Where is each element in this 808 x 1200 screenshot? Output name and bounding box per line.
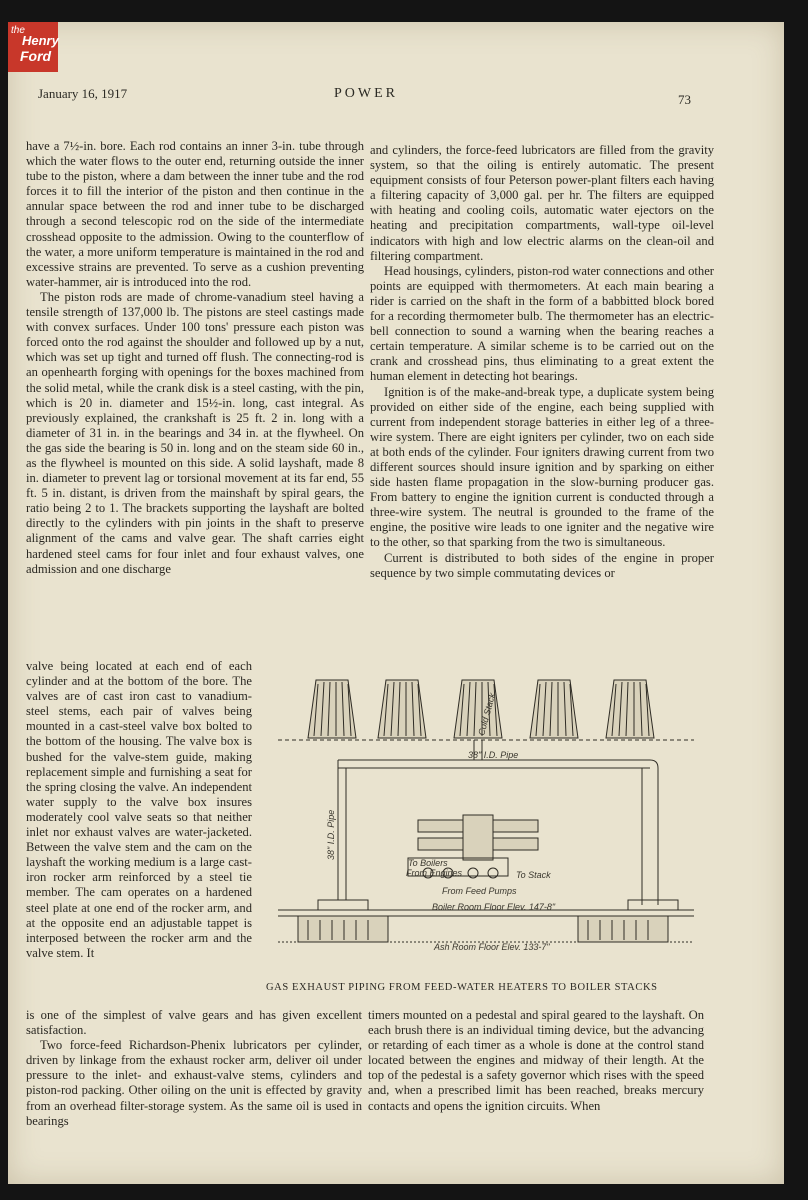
paragraph: Ignition is of the make-and-break type, a duplicate system being provided on either side of the engine, each being supplied with current from independent storage batteries in either leg of a three-wire system. There are eight igniters per cylinder, two on each side at both ends of the cylinder. Four igniters drawing current from two different sources should insure ignition and by sparking on either side hasten flame propagation in the slow-burning producer gas. From battery to engine the ignition current is conducted through a three-wire system. The neutral is grounded to the frame of the engine, the positive wire leads to one igniter and the negative wire to the other, so that sparking from the two is simultaneous.: [370, 384, 714, 550]
paragraph: Head housings, cylinders, piston-rod water connections and other points are equipped with thermometers. At each main bearing a rider is carried on the shaft in the form of a babbitted block bored for a recording thermometer bulb. The thermometer has an electric-bell connection to sound a warning when the bearing reaches a certain temperature. A similar scheme is to be carried out on the crank and crosshead pins, thus eliminating to a great extent the human element in detecting hot bearings.: [370, 263, 714, 384]
paragraph: timers mounted on a pedestal and spiral geared to the layshaft. On each brush there is an individual timing device, but the advancing or retarding of each timer as a whole is done at the control stand located between the engines and midway of their length. At the top of the pedestal is a safety governor which rises with the speed and, when a prescribed limit has been reached, breaks mercury contacts and opens the ignition circuits. When: [368, 1008, 704, 1113]
paragraph: Current is distributed to both sides of the engine in proper sequence by two simple commutating devices or: [370, 550, 714, 580]
document-page: [8, 22, 784, 1184]
right-column-top: [370, 143, 714, 665]
page-number: 73: [678, 92, 691, 107]
label-to-boilers: To Boilers: [408, 858, 448, 868]
top-pipe: [338, 760, 650, 768]
paragraph: is one of the simplest of valve gears and has given excellent satisfaction.: [26, 1008, 362, 1038]
label-to-stack: To Stack: [516, 870, 551, 880]
label-boiler-floor: Boiler Room Floor Elev. 147-8": [432, 902, 556, 912]
right-column-bottom: [368, 1008, 704, 1130]
stack: [530, 680, 578, 738]
paragraph: have a 7½-in. bore. Each rod contains an inner 3-in. tube through which the water flows to the outer end, returning outside the inner tube to the piston, where a dam between the inner tube and the rod forces it to fill the interior of the piston and then continue in the annular space between the rod and inner tube to be discharged through a second telescopic rod on the side of the intermediate crosshead opposite to the admission. Owing to the counterflow of the water, a more uniform temperature is maintained in the rod and excessive strains are prevented. To serve as a cushion preventing water-hammer, air is introduced into the rod.: [26, 139, 364, 289]
piping-diagram: [258, 670, 704, 970]
header-title: POWER: [334, 86, 398, 101]
paragraph: valve being located at each end of each cylinder and at the bottom of the bore. The valves are of cast iron cast to vanadium-steel stems, each pair of valves being mounted in a cast-steel valve box bolted to the bottom of the housing. The valve box is bushed for the valve-stem guide, making replacement simple and furnishing a seat for the spring closing the valve. An independent water supply to the valve box insures moderately cool valve seats so that neither inlet nor exhaust valves are water-jacketed. Between the valve stem and the cam on the layshaft the working medium is a large cast-iron rocker arm reinforced by a steel tie member. The cam operates on a hardened steel plate at one end of the rocker arm, and at the opposite end an adjustable tappet is interposed between the rocker arm and the valve stem. It: [26, 659, 252, 960]
stack: [606, 680, 654, 738]
header-date: January 16, 1917: [38, 86, 128, 101]
label-pipe-top: 38" I.D. Pipe: [468, 750, 519, 760]
piping-figure: [258, 670, 704, 970]
figure-caption: GAS EXHAUST PIPING FROM FEED-WATER HEATERS TO BOILER STACKS: [266, 982, 658, 993]
left-column-narrow: [26, 659, 252, 1007]
label-from-feed-pumps: From Feed Pumps: [442, 886, 517, 896]
label-from-engines: From Engines: [406, 868, 463, 878]
left-column-bottom: [26, 1008, 362, 1130]
logo-henry: Henry: [22, 33, 59, 48]
label-cold-stack: Cold Stack: [476, 691, 498, 737]
left-column-top: [26, 139, 364, 659]
paragraph: Two force-feed Richardson-Phenix lubricators per cylinder, driven by linkage from the exhaust rocker arm, deliver oil under pressure to the inlet- and exhaust-valve stems, cylinders and piston-rod packing. Other oiling on the unit is effected by gravity from an overhead filter-storage system. As the same oil is used in bearings: [26, 1038, 362, 1128]
paragraph: and cylinders, the force-feed lubricators are filled from the gravity system, so that the oiling is entirely automatic. The present equipment consists of four Peterson power-plant filters each having a filtering capacity of 3,000 gal. per hr. The filters are equipped with heating and cooling coils, automatic water ejectors on the heating and precipitation compartments, wall-type oil-level indicators with high and low electric alarms on the clean-oil and filtering compartment.: [370, 143, 714, 263]
paragraph: The piston rods are made of chrome-vanadium steel having a tensile strength of 137,000 lb. The pistons are steel castings made with convex surfaces. Under 100 tons' pressure each piston was forced onto the rod against the shoulder and followed up by a nut, which was set up tight and turned off flush. The connecting-rod is an openhearth forging with openings for the boxes machined from the solid metal, while the crank disk is a steel casting, with the pin, which is 20 in. diameter and 15½-in. long, cast integral. As previously explained, the crankshaft is 25 ft. 2 in. long with a diameter of 31 in. in the bearings and 34 in. at the flywheel. On the gas side the bearing is 50 in. long and on the steam side 60 in., as the flywheel is mounted on this side. A solid layshaft, made 8 in. diameter to prevent lag or torsional movement at its far end, 55 ft. 5 in. distant, is driven from the mainshaft by spiral gears, the ratio being 2 to 1. The brackets supporting the layshaft are bolted directly to the cylinders with pin joints in the shaft to preserve alignment of the cams and valve gear. The shaft carries eight hardened steel cams for four inlet and four exhaust valves, one admission and one discharge: [26, 289, 364, 576]
stack: [308, 680, 356, 738]
logo-ford: Ford: [20, 48, 52, 64]
logo-the: the: [11, 25, 25, 36]
left-pipe: [338, 760, 346, 900]
henry-ford-logo: [8, 22, 58, 72]
label-pipe-side: 38" I.D. Pipe: [326, 809, 336, 860]
label-ash-floor: Ash Room Floor Elev. 133-7": [434, 942, 550, 952]
stack: [378, 680, 426, 738]
